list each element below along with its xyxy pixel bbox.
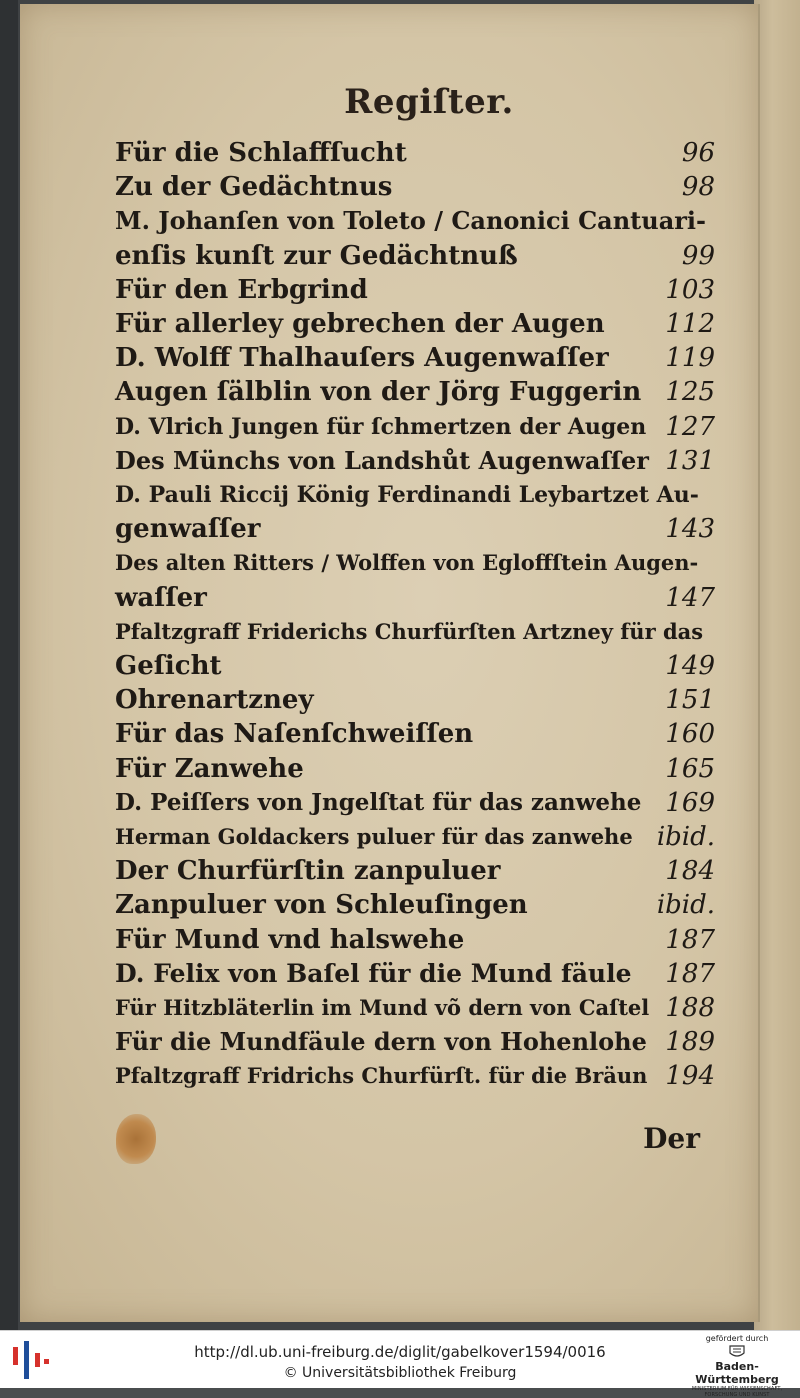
register-entry [115,581,715,615]
entry-title: Augen ſälblin von der Jörg Fuggerin [115,377,642,408]
entry-title: Pfaltzgraff Friderichs Churfürſten Artzney für das [115,618,704,644]
register-entry [115,239,715,273]
sponsor-top-text: gefördert durch [705,1334,769,1343]
catchword: Der [643,1122,700,1155]
entry-title: waſſer [115,582,207,613]
entry-page-number: 187 [665,958,715,989]
register-entry [115,615,715,649]
entry-title: Der Churfürſtin zanpuluer [115,856,501,887]
entry-title: Pfaltzgraff Fridrichs Churfürſt. für die Bräun [115,1063,648,1089]
entry-title: D. Peiſſers von Jngelſtat für das zanwehe [115,788,642,816]
entry-page-number: ibid. [656,822,715,852]
register-entry [115,923,715,957]
register-entry [115,204,715,238]
sponsor-name: Baden-Württemberg [695,1360,779,1386]
sponsor-subtext: MINISTERIUM FÜR WISSENSCHAFT, FORSCHUNG UND KUNST [691,1386,783,1398]
footer-bar [0,1330,800,1398]
entry-page-number: 119 [665,343,715,374]
entry-page-number: ibid. [656,890,715,921]
entry-page-number: 189 [665,1027,715,1058]
entry-page-number: 96 [681,138,715,168]
register-entry [115,683,715,717]
register-entry [115,1025,715,1059]
entry-page-number: 112 [665,309,715,339]
entry-title: D. Felix von Baſel für die Mund fäule [115,958,632,988]
book-page [20,4,760,1322]
entry-title: Für den Erbgrind [115,274,368,305]
register-entry [115,717,715,751]
entry-title: Für Zanwehe [115,753,304,784]
entry-page-number: 160 [665,719,715,750]
entry-title: M. Johanſen von Toleto / Canonici Cantuari- [115,206,706,236]
entry-title: Für Hitzbläterlin im Mund võ dern von Caſtel [115,995,650,1020]
adjacent-page-edge [754,0,800,1330]
register-entry [115,957,715,991]
register-entry [115,1059,715,1093]
register-entry [115,820,715,854]
entry-title: Zu der Gedächtnus [115,172,393,203]
register-entry [115,341,715,375]
register-entry [115,752,715,786]
entry-page-number: 131 [665,445,715,476]
register-entry [115,786,715,820]
entry-title: genwaſſer [115,514,261,545]
register-entry [115,444,715,478]
register-entry [115,307,715,341]
copyright-text: © Universitätsbibliothek Freiburg [283,1365,517,1381]
entry-title: Ohrenartzney [115,685,314,716]
entry-page-number: 149 [665,651,715,681]
entry-title: D. Wolff Thalhauſers Augenwaſſer [115,343,609,374]
entry-title: Für die Schlaffſucht [115,138,407,168]
register-entry [115,136,715,170]
register-entry [115,478,715,512]
entry-title: Des alten Ritters / Wolffen von Egloffſtein Augen- [115,550,699,576]
permalink-url[interactable]: http://dl.ub.uni-freiburg.de/diglit/gabelkover1594/0016 [194,1343,606,1361]
entry-page-number: 103 [665,274,715,305]
entry-page-number: 188 [665,993,715,1023]
entry-title: Zanpuluer von Schleuſingen [115,890,528,921]
entry-page-number: 143 [665,514,715,545]
entry-page-number: 127 [665,411,715,442]
entry-page-number: 98 [681,172,715,203]
coat-of-arms-icon [726,1344,748,1360]
entry-page-number: 184 [665,856,715,887]
entry-title: Des Münchs von Landshůt Augenwaſſer [115,445,649,475]
entry-page-number: 165 [665,753,715,784]
page-title: Regiſter. [344,82,514,122]
entry-title: Für das Naſenſchweiſſen [115,719,474,750]
book-spine-edge [0,0,18,1330]
entry-page-number: 194 [665,1061,715,1092]
register-entry [115,375,715,409]
register-entry [115,410,715,444]
register-entry [115,854,715,888]
entry-page-number: 151 [665,685,715,716]
entry-page-number: 187 [665,924,715,955]
entry-title: Für allerley gebrechen der Augen [115,309,605,339]
entry-page-number: 99 [681,240,715,271]
register-entry [115,888,715,922]
register-entry [115,649,715,683]
register-entry [115,273,715,307]
entry-page-number: 169 [665,787,715,818]
paper-stain [116,1114,156,1164]
entry-title: Für die Mundfäule dern von Hohenlohe [115,1027,647,1057]
register-entry [115,170,715,204]
entry-title: Herman Goldackers puluer für das zanwehe [115,824,633,849]
entry-title: D. Vlrich Jungen für ſchmertzen der Augen [115,413,647,440]
sponsor-logo [682,1333,792,1398]
entry-page-number: 147 [665,582,715,613]
entry-title: enſis kunſt zur Gedächtnuß [115,240,518,271]
entry-title: D. Pauli Riccij König Ferdinandi Leybartzet Au- [115,482,699,508]
register-entry [115,546,715,580]
entry-page-number: 125 [665,377,715,408]
entry-title: Geſicht [115,651,222,681]
register-entry [115,512,715,546]
register-entry [115,991,715,1025]
entry-title: Für Mund vnd halswehe [115,924,465,955]
